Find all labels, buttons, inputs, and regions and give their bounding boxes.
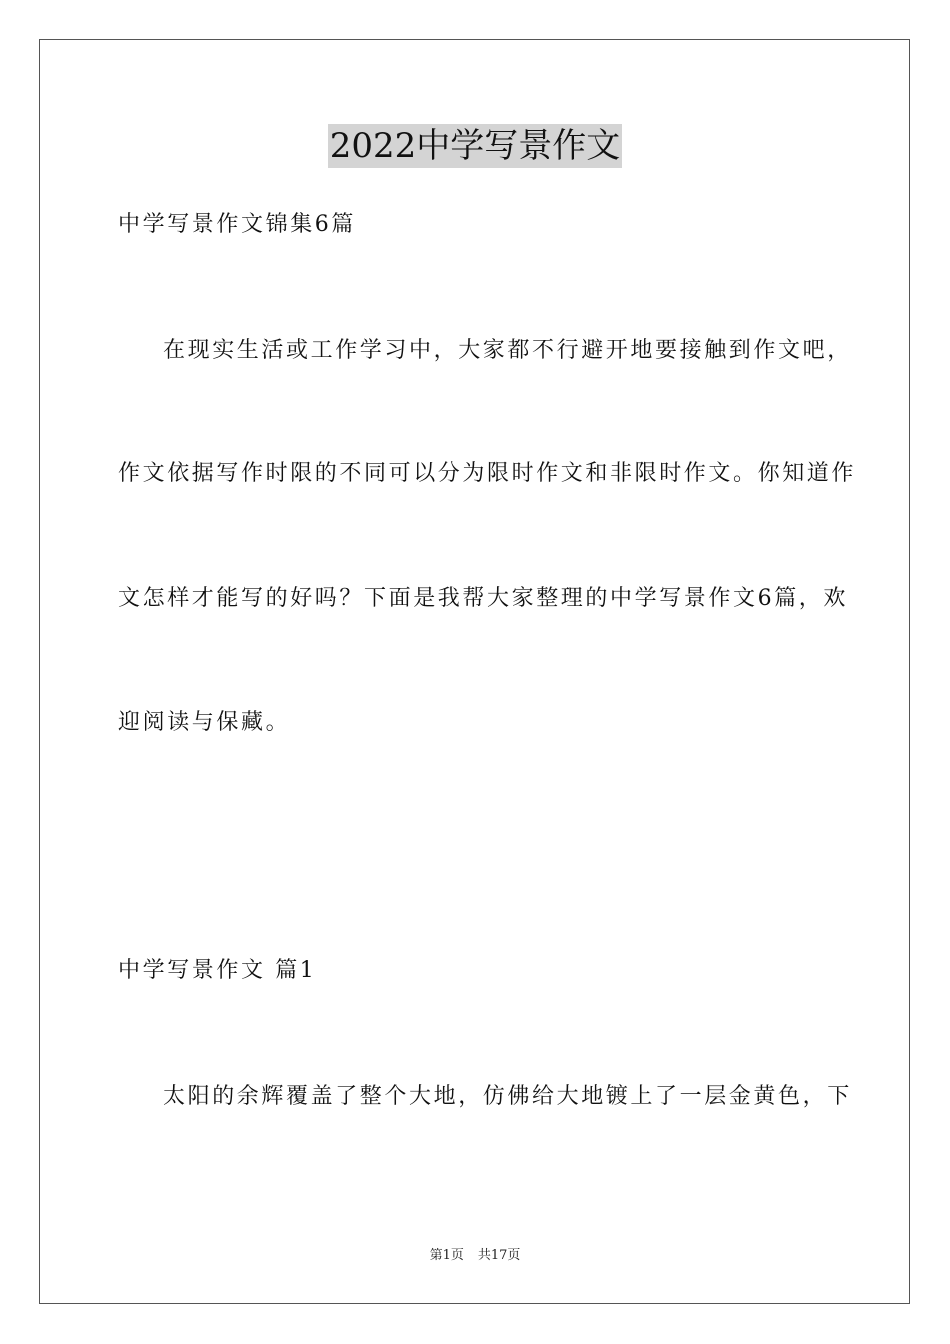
intro-line-2: 作文依据写作时限的不同可以分为限时作文和非限时作文。你知道作 xyxy=(118,461,857,486)
intro-line-3: 文怎样才能写的好吗？下面是我帮大家整理的中学写景作文6篇，欢 xyxy=(118,586,848,611)
document-subtitle: 中学写景作文锦集6篇 xyxy=(118,212,356,237)
page-number: 第1页 xyxy=(429,1248,464,1263)
section-heading: 中学写景作文 篇1 xyxy=(118,958,317,983)
intro-line-1: 在现实生活或工作学习中，大家都不行避开地要接触到作文吧， xyxy=(163,338,852,363)
section1-line-1: 太阳的余辉覆盖了整个大地，仿佛给大地镀上了一层金黄色，下 xyxy=(163,1084,852,1109)
intro-line-4: 迎阅读与保藏。 xyxy=(118,710,291,735)
document-title: 2022中学写景作文 xyxy=(329,126,621,166)
title-container xyxy=(0,124,950,168)
page-total: 共17页 xyxy=(477,1248,521,1263)
page-footer xyxy=(0,1247,950,1265)
